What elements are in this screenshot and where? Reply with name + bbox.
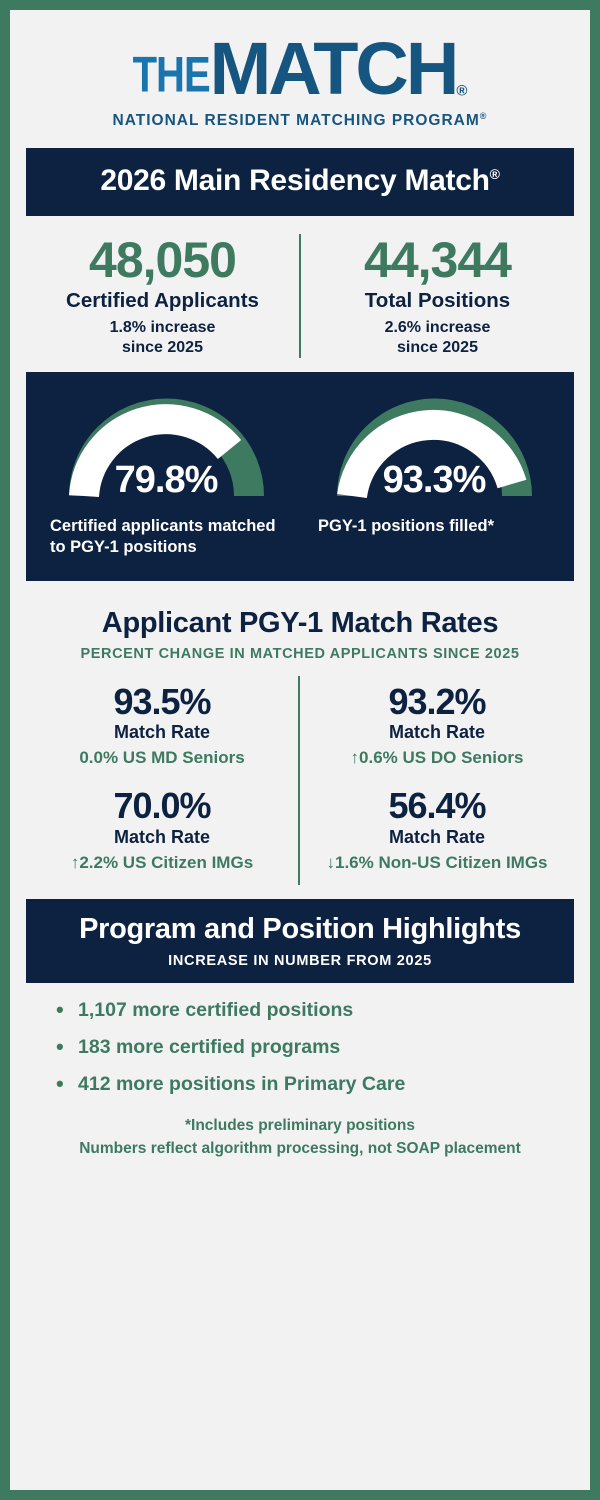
logo-match-text: MATCH xyxy=(209,27,457,110)
match-rate-label: Match Rate xyxy=(113,826,211,847)
infographic-sheet xyxy=(10,10,590,1490)
stat-value: 48,050 xyxy=(89,232,236,289)
match-rate-us-md-seniors xyxy=(26,676,300,781)
top-stats-row xyxy=(10,216,590,364)
footnote-algorithm: Numbers reflect algorithm processing, not SOAP placement xyxy=(79,1140,521,1158)
highlights-subheading: INCREASE IN NUMBER FROM 2025 xyxy=(168,953,432,970)
page-title-text: 2026 Main Residency Match xyxy=(100,164,490,198)
list-item: • 1,107 more certified positions xyxy=(56,999,556,1022)
highlights-list xyxy=(10,983,590,1096)
match-rates-heading: Applicant PGY-1 Match Rates xyxy=(101,606,499,639)
list-item: • 183 more certified programs xyxy=(56,1036,556,1059)
gauge-chart xyxy=(59,392,274,504)
footnote-preliminary: *Includes preliminary positions xyxy=(185,1117,415,1135)
gauge-value: 79.8% xyxy=(114,458,218,501)
logo-subtitle-registered-icon: ® xyxy=(479,111,488,121)
logo-subtitle xyxy=(10,111,590,130)
stat-sub xyxy=(32,318,293,358)
logo-the-text: THE xyxy=(132,47,210,103)
match-rate-label: Match Rate xyxy=(113,722,211,743)
stat-total-positions xyxy=(301,234,574,358)
match-rate-percent: 70.0% xyxy=(113,785,211,827)
page-title-registered-icon: ® xyxy=(489,166,500,183)
stat-sub-line1: 1.8% increase xyxy=(109,318,216,336)
match-rate-label: Match Rate xyxy=(388,722,486,743)
match-rates-header xyxy=(10,581,590,662)
stat-sub-line1: 2.6% increase xyxy=(384,318,491,336)
nrmp-logo xyxy=(10,10,590,144)
match-rate-percent: 93.5% xyxy=(113,680,211,722)
match-rate-non-us-citizen-imgs xyxy=(300,780,574,885)
gauge-chart xyxy=(327,392,542,504)
match-rate-label: Match Rate xyxy=(388,826,486,847)
match-rate-change: ↓1.6% Non-US Citizen IMGs xyxy=(326,852,548,872)
highlights-heading: Program and Position Highlights xyxy=(79,913,521,946)
stat-sub-line2: since 2025 xyxy=(122,338,203,356)
match-rate-change: ↑2.2% US Citizen IMGs xyxy=(70,852,254,872)
logo-subtitle-text: NATIONAL RESIDENT MATCHING PROGRAM xyxy=(112,112,480,130)
stat-label: Certified Applicants xyxy=(66,288,259,312)
match-rate-us-do-seniors xyxy=(300,676,574,781)
page-title-bar xyxy=(26,148,574,216)
match-rate-change: 0.0% US MD Seniors xyxy=(79,748,245,768)
page-title xyxy=(36,164,564,198)
gauge-label: Certified applicants matched to PGY-1 positions xyxy=(50,516,276,557)
stat-value: 44,344 xyxy=(364,232,511,289)
gauge-label: PGY-1 positions filled* xyxy=(318,516,495,535)
match-rate-us-citizen-imgs xyxy=(26,780,300,885)
stat-sub xyxy=(307,318,568,358)
gauge-positions-filled xyxy=(300,392,568,559)
logo-wordmark xyxy=(132,27,468,110)
gauge-value: 93.3% xyxy=(382,458,486,501)
match-rate-change: ↑0.6% US DO Seniors xyxy=(350,748,524,768)
match-rate-percent: 56.4% xyxy=(388,785,486,827)
stat-label: Total Positions xyxy=(364,288,511,312)
match-rates-grid xyxy=(10,662,590,886)
footnotes xyxy=(10,1110,590,1158)
match-rate-percent: 93.2% xyxy=(388,680,486,722)
list-item: • 412 more positions in Primary Care xyxy=(56,1073,556,1096)
stat-certified-applicants xyxy=(26,234,301,358)
gauge-panel xyxy=(26,372,574,581)
highlights-header xyxy=(26,899,574,983)
gauge-matched-applicants xyxy=(32,392,300,559)
logo-registered-icon: ® xyxy=(456,82,468,100)
match-rates-subheading: PERCENT CHANGE IN MATCHED APPLICANTS SINCE 2025 xyxy=(80,645,520,662)
stat-sub-line2: since 2025 xyxy=(397,338,478,356)
